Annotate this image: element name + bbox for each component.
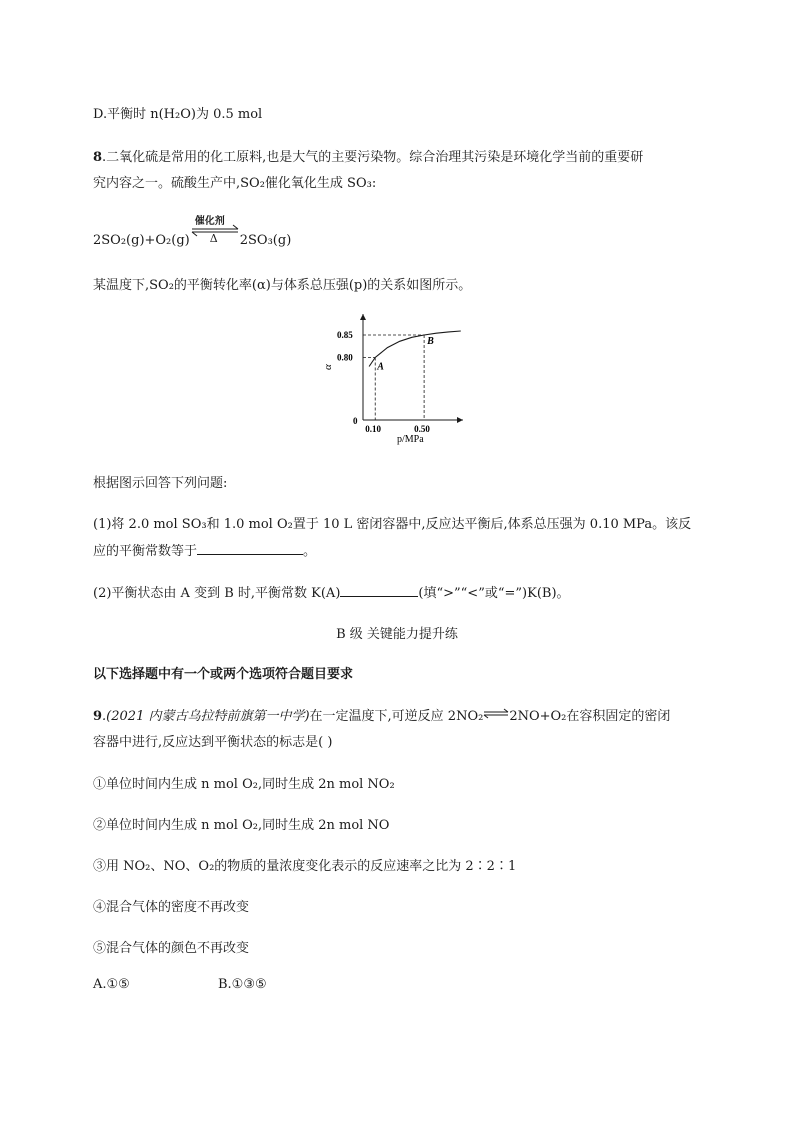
catalyst-label: 催化剂 bbox=[194, 216, 225, 227]
q8-answer-prompt: 根据图示回答下列问题: bbox=[93, 476, 228, 491]
q9-item-5: ⑤混合气体的颜色不再改变 bbox=[93, 941, 250, 956]
q9-option-b[interactable]: B.①③⑤ bbox=[218, 977, 267, 992]
point-label-B: B bbox=[427, 336, 434, 347]
q8-sub2-end: (填“>”“<”或“=”)K(B)。 bbox=[418, 586, 570, 601]
answer-blank-1[interactable] bbox=[197, 542, 303, 555]
q9-item-2: ②单位时间内生成 n mol O₂,同时生成 2n mol NO bbox=[93, 818, 390, 833]
q9-line2: 容器中进行,反应达到平衡状态的标志是( ) bbox=[93, 735, 333, 750]
q8-equation bbox=[93, 216, 292, 248]
reversible-arrow-icon bbox=[483, 707, 509, 721]
q8-sub1-line2 bbox=[93, 540, 316, 559]
q8-intro: 某温度下,SO₂的平衡转化率(α)与体系总压强(p)的关系如图所示。 bbox=[93, 278, 472, 293]
equation-left: 2SO₂(g)+O₂(g) bbox=[93, 233, 190, 248]
reversible-arrow bbox=[483, 708, 509, 720]
q9-source: .(2021 内蒙古乌拉特前旗第一中学) bbox=[102, 709, 310, 724]
y-axis-arrow bbox=[360, 314, 366, 320]
origin-label: 0 bbox=[353, 416, 358, 426]
q9-item-1: ①单位时间内生成 n mol O₂,同时生成 2n mol NO₂ bbox=[93, 777, 395, 792]
q8-sub1-text: 应的平衡常数等于 bbox=[93, 544, 198, 559]
q8-line1-text: .二氧化硫是常用的化工原料,也是大气的主要污染物。综合治理其污染是环境化学当前的重要研 bbox=[102, 150, 644, 165]
q8-sub2 bbox=[93, 582, 570, 601]
equilibrium-arrow bbox=[190, 216, 240, 245]
option-d: D.平衡时 n(H₂O)为 0.5 mol bbox=[93, 107, 263, 122]
section-instruction: 以下选择题中有一个或两个选项符合题目要求 bbox=[93, 667, 354, 682]
y-tick-label: 0.80 bbox=[337, 352, 353, 363]
q8-sub1-end: 。 bbox=[303, 544, 317, 559]
x-tick-label: 0.10 bbox=[365, 424, 381, 434]
q9-item-4: ④混合气体的密度不再改变 bbox=[93, 900, 250, 915]
y-tick-label: 0.85 bbox=[337, 330, 353, 340]
point-label-A: A bbox=[377, 361, 384, 373]
q9-line1-text-b: 2NO+O₂在容积固定的密闭 bbox=[509, 709, 671, 724]
q9-item-3: ③用 NO₂、NO、O₂的物质的量浓度变化表示的反应速率之比为 2∶2∶1 bbox=[93, 859, 517, 874]
heat-label: Δ bbox=[209, 232, 218, 245]
equation-right: 2SO₃(g) bbox=[239, 233, 292, 248]
x-axis-label: p/MPa bbox=[397, 434, 424, 445]
q9-option-a[interactable]: A.①⑤ bbox=[93, 977, 130, 992]
q9-line1 bbox=[93, 705, 670, 724]
section-title: B 级 关键能力提升练 bbox=[336, 627, 458, 642]
q9-number: 9 bbox=[93, 709, 103, 724]
q8-sub2-text: (2)平衡状态由 A 变到 B 时,平衡常数 K(A) bbox=[93, 586, 341, 601]
conversion-pressure-chart bbox=[322, 308, 475, 448]
y-axis-label: α bbox=[322, 364, 334, 370]
answer-blank-2[interactable] bbox=[340, 584, 418, 597]
x-tick-label: 0.50 bbox=[414, 424, 430, 434]
q8-sub1-line1: (1)将 2.0 mol SO₃和 1.0 mol O₂置于 10 L 密闭容器中,反应达平衡后,体系总压强为 0.10 MPa。该反 bbox=[93, 517, 692, 532]
q8-line2: 究内容之一。硫酸生产中,SO₂催化氧化生成 SO₃: bbox=[93, 176, 377, 191]
q8-line1 bbox=[93, 146, 643, 165]
q9-line1-text: 在一定温度下,可逆反应 2NO₂ bbox=[309, 709, 484, 724]
q8-number: 8 bbox=[93, 150, 103, 165]
x-axis-arrow bbox=[457, 417, 463, 423]
